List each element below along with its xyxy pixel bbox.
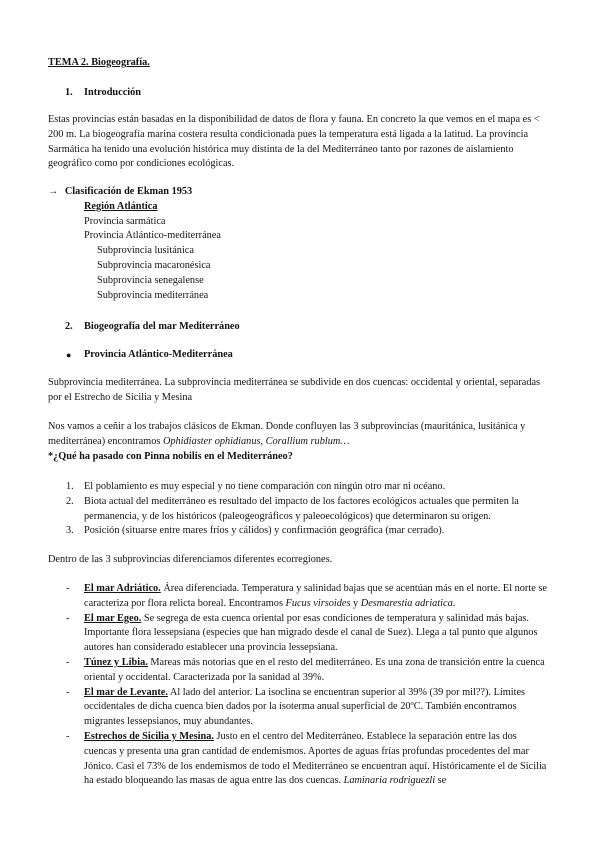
list-item-text: El poblamiento es muy especial y no tiene comparación con ningún otro mar ni océano.: [84, 481, 446, 492]
intro-paragraph: Estas provincias están basadas en la disponibilidad de datos de flora y fauna. En concreto la que vemos en el mapa es < 200 m. La biogeografía marina costera resulta condicionada pues la temperatura está ligada a la latitud. La provincia Sarmática ha tenido una evolución histórica muy distinta de la del Mediterráneo tanto por razones de aislamiento geográfico como por condiciones ecológicas.: [48, 114, 540, 170]
species-italic: Ophidiaster ophidianus, Corallium rublum…: [162, 435, 350, 447]
bullet-label: Provincia Atlántico-Mediterránea: [84, 349, 233, 360]
list-number: 3.: [66, 525, 74, 537]
subprovincia-mediterranea: Subprovincia mediterránea: [97, 289, 209, 301]
heading-biogeografia: [48, 320, 550, 335]
list-item: [48, 730, 550, 789]
ekman-classification: [48, 185, 550, 303]
region-text: se: [435, 775, 447, 787]
dash-marker: -: [66, 656, 70, 668]
ecoregion-list: [48, 582, 550, 789]
ekman-heading: [48, 185, 550, 200]
heading-label: Introducción: [84, 87, 142, 98]
list-item: [48, 612, 550, 656]
heading-label: Biogeografía del mar Mediterráneo: [84, 321, 240, 332]
list-item: [48, 524, 550, 539]
numbered-list: [48, 480, 550, 539]
region-name: El mar Egeo.: [84, 612, 142, 624]
region-text: Área diferenciada. Temperatura y salinidad bajas que se acentúan más en el norte. El norte se caracteriza por flora relicta boreal. Encontramos: [84, 583, 547, 609]
ekman-paragraph: [48, 420, 550, 450]
doc-title: TEMA 2. Biogeografía.: [48, 57, 150, 68]
region-name: Estrechos de Sicilia y Mesina.: [84, 730, 214, 742]
dash-marker: -: [66, 583, 70, 594]
list-number: 1.: [66, 481, 74, 492]
ecorregiones-paragraph: Dentro de las 3 subprovincias diferenciamos diferentes ecorregiones.: [48, 554, 333, 565]
subprovincia-senegalense: Subprovincia senegalense: [97, 274, 204, 286]
region-text: Justo en el centro del Mediterráneo. Establece la separación entre las dos cuencas y presenta una gran cantidad de endemismos. Aportes de aguas frías profundas procedentes del mar Jónico. Casi el 73% de los endemismos de todo el Mediterráneo se encuentran aquí. Históricamente el de Sicilia ha estado bloqueando las masas de agua entre las dos cuencas.: [84, 730, 547, 787]
subprovincia-paragraph: Subprovincia mediterránea. La subprovincia mediterránea se subdivide en dos cuencas: occidental y oriental, separadas por el Estrecho de Sicilia y Mesina: [48, 377, 541, 403]
heading-introduccion: [48, 86, 550, 101]
species-italic: Desmarestia adriatica: [360, 597, 453, 609]
list-item: [48, 656, 550, 686]
dash-marker: -: [66, 730, 70, 742]
region-name: El mar de Levante.: [84, 686, 168, 698]
ekman-paragraph-text: Nos vamos a ceñir a los trabajos clásicos de Ekman. Donde confluyen las 3 subprovincias (mauritánica, lusitánica y mediterránea) encontramos: [48, 421, 526, 447]
region-text: Se segrega de esta cuenca oriental por esas condiciones de temperatura y salinidad más bajas. Importante flora lessepsiana (especies que han migrado desde el canal de Suez). Llega a tal punto que algunos autores han considerado establecer una provincia lessepsiana.: [84, 612, 538, 654]
subprovincia-lusitanica: Subprovincia lusitánica: [97, 245, 194, 257]
heading-number: 1.: [65, 87, 73, 98]
dash-marker: -: [66, 612, 70, 624]
question-heading: *¿Qué ha pasado con Pinna nobilis en el Mediterráneo?: [48, 451, 293, 462]
region-name: El mar Adriático.: [84, 583, 161, 594]
list-item-text: Posición (situarse entre mares fríos y cálidos) y confirmación geográfica (mar cerrado).: [84, 525, 445, 537]
region-text: Al lado del anterior. La isoclina se encuentran superior al 39% (39 por mil??). Límites occidentales de dicha cuenca bien dados por la isoterma anual superficial de 20ºC. También encontramos migrantes lessepsianos, muy abundantes.: [84, 686, 526, 728]
region-text: y: [350, 597, 361, 609]
dash-marker: -: [66, 686, 70, 698]
provincia-sarmatica: Provincia sarmática: [84, 215, 166, 227]
list-item: [48, 686, 550, 730]
arrow-icon: →: [48, 186, 59, 197]
region-text: .: [452, 597, 456, 609]
provincia-atlantico-mediterranea: Provincia Atlántico-mediterránea: [84, 230, 221, 242]
region-atlantica: Región Atlántica: [84, 200, 158, 212]
bullet-provincia: [48, 348, 550, 363]
region-name: Túnez y Libia.: [84, 656, 148, 668]
list-number: 2.: [66, 495, 74, 507]
species-italic: Fucus virsoides: [285, 597, 351, 609]
heading-number: 2.: [65, 321, 73, 332]
species-italic: Laminaria rodriguezli: [343, 775, 436, 787]
list-item-text: Biota actual del mediterráneo es resultado del impacto de los factores ecológicos actuales que permiten la permanencia, y de los históricos (paleogeográficos y paleoecológicos) que determinaron su origen.: [84, 495, 519, 522]
list-item: [48, 582, 550, 612]
list-item: [48, 480, 550, 495]
ekman-heading-text: Clasificación de Ekman 1953: [64, 186, 193, 197]
list-item: [48, 495, 550, 525]
bullet-icon: ●: [66, 350, 72, 360]
region-text: Mareas más notorias que en el resto del mediterráneo. Es una zona de transición entre la cuenca oriental y occidental. Caracterizada por la sanidad al 39%.: [84, 656, 545, 683]
subprovincia-macaronesica: Subprovincia macaronésica: [97, 259, 211, 271]
